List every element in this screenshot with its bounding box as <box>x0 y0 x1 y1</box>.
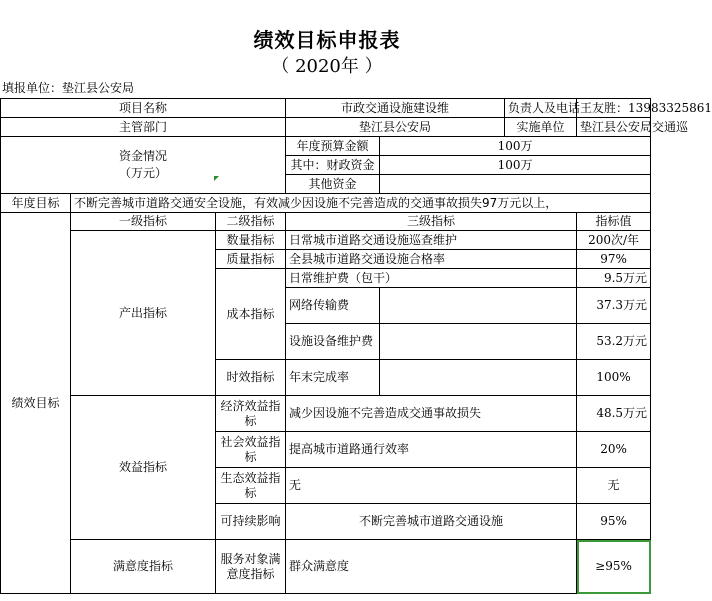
quantity-val[interactable]: 200次/年 <box>577 231 651 250</box>
sustain-l2: 可持续影响 <box>216 504 286 540</box>
cost-l3-1[interactable]: 网络传输费 <box>286 288 380 324</box>
social-l2: 社会效益指标 <box>216 432 286 468</box>
sustain-val[interactable]: 95% <box>577 504 651 540</box>
impl-label: 实施单位 <box>505 118 577 137</box>
other-value[interactable] <box>380 175 651 194</box>
eco-l3[interactable]: 无 <box>286 468 577 504</box>
cost-val-2[interactable]: 53.2万元 <box>577 324 651 360</box>
budget-label: 年度预算金额 <box>286 137 380 156</box>
quality-l2: 质量指标 <box>216 250 286 269</box>
satisfaction-l2: 服务对象满意度指标 <box>216 540 286 594</box>
social-val[interactable]: 20% <box>577 432 651 468</box>
header-l2: 二级指标 <box>216 213 286 231</box>
social-l3[interactable]: 提高城市道路通行效率 <box>286 432 577 468</box>
timely-val[interactable]: 100% <box>577 360 651 396</box>
contact-label: 负责人及电话 <box>505 99 577 118</box>
funds-label: 资金情况 <box>119 149 168 163</box>
perf-target-label: 绩效目标 <box>1 213 71 594</box>
header-l1: 一级指标 <box>71 213 216 231</box>
quantity-l3[interactable]: 日常城市道路交通设施巡查维护 <box>286 231 577 250</box>
header-val: 指标值 <box>577 213 651 231</box>
fiscal-label: 其中：财政资金 <box>286 156 380 175</box>
economic-l3[interactable]: 减少因设施不完善造成交通事故损失 <box>286 396 577 432</box>
report-year: （ 2020年 ） <box>271 56 383 77</box>
dept-label: 主管部门 <box>1 118 286 137</box>
cost-val-0[interactable]: 9.5万元 <box>577 269 651 288</box>
funds-unit: （万元） <box>119 166 168 180</box>
satisfaction-label: 满意度指标 <box>71 540 216 594</box>
cost-l2: 成本指标 <box>216 269 286 360</box>
benefit-label: 效益指标 <box>71 396 216 540</box>
other-label: 其他资金 <box>286 175 380 194</box>
cost-l3-0[interactable]: 日常维护费（包干） <box>286 269 577 288</box>
eco-val[interactable]: 无 <box>577 468 651 504</box>
sustain-l3[interactable]: 不断完善城市道路交通设施 <box>286 504 577 540</box>
fiscal-value[interactable]: 100万 <box>380 156 651 175</box>
satisfaction-l3[interactable]: 群众满意度 <box>286 540 577 594</box>
filler-unit-value: 垫江县公安局 <box>62 81 135 95</box>
budget-value[interactable]: 100万 <box>380 137 651 156</box>
annual-target-text[interactable]: 不断完善城市道路交通安全设施，有效减少因设施不完善造成的交通事故损失97万元以上， <box>71 194 651 213</box>
project-name-label: 项目名称 <box>1 99 286 118</box>
cell-marker-icon <box>214 176 219 181</box>
filler-unit <box>0 79 134 96</box>
satisfaction-val[interactable]: ≥95% <box>577 540 651 594</box>
performance-target-table <box>0 98 712 594</box>
project-name-value[interactable]: 市政交通设施建设维 <box>286 99 505 118</box>
header-l3: 三级指标 <box>286 213 577 231</box>
cost-l3-2[interactable]: 设施设备维护费 <box>286 324 380 360</box>
output-label: 产出指标 <box>71 231 216 396</box>
quality-l3[interactable]: 全县城市道路交通设施合格率 <box>286 250 577 269</box>
economic-val[interactable]: 48.5万元 <box>577 396 651 432</box>
cost-val-1[interactable]: 37.3万元 <box>577 288 651 324</box>
quantity-l2: 数量指标 <box>216 231 286 250</box>
economic-l2: 经济效益指标 <box>216 396 286 432</box>
funds-label-cell <box>1 137 286 194</box>
filler-unit-label: 填报单位： <box>2 81 63 95</box>
impl-value[interactable]: 垫江县公安局交通巡 <box>577 118 651 137</box>
timely-l3[interactable]: 年末完成率 <box>286 360 380 396</box>
dept-value[interactable]: 垫江县公安局 <box>286 118 505 137</box>
contact-value[interactable]: 王友胜：13983325861 <box>577 99 651 118</box>
timely-l2: 时效指标 <box>216 360 286 396</box>
quality-val[interactable]: 97% <box>577 250 651 269</box>
eco-l2: 生态效益指标 <box>216 468 286 504</box>
annual-target-label: 年度目标 <box>1 194 71 213</box>
page-title: 绩效目标申报表 <box>253 28 401 52</box>
